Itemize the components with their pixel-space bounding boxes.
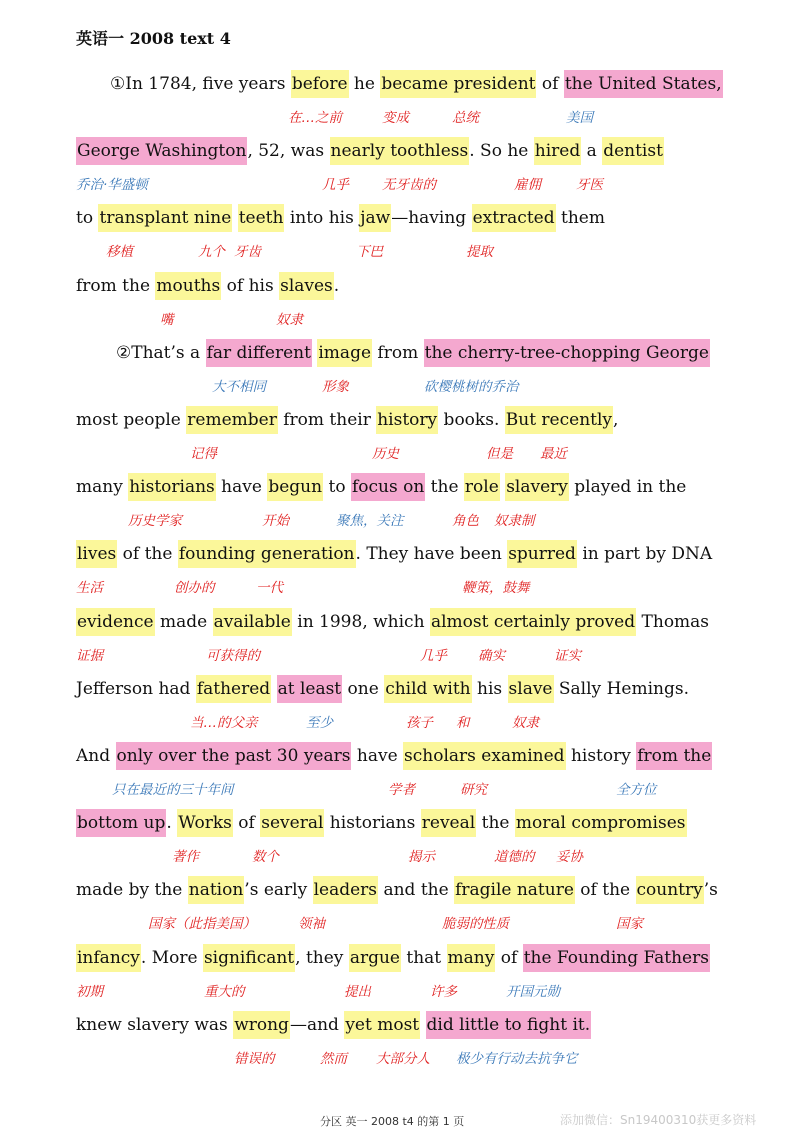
translation-annotation: 在…之前: [288, 110, 342, 126]
text-segment: that: [400, 947, 447, 968]
highlighted-phrase: mouths: [155, 272, 221, 300]
highlighted-phrase: image: [317, 339, 372, 367]
translation-annotation: 但是: [486, 446, 513, 462]
text-segment: of: [232, 813, 261, 834]
translation-annotation: 重大的: [204, 983, 245, 1000]
highlighted-phrase: several: [260, 809, 324, 837]
translation-annotation: 领袖: [298, 916, 325, 933]
highlighted-phrase: scholars examined: [403, 742, 566, 770]
highlighted-phrase: jaw: [359, 204, 391, 232]
highlighted-phrase: But recently: [505, 406, 613, 434]
text-line: [76, 275, 339, 297]
text-line: [76, 140, 664, 162]
text-segment: Thomas: [636, 611, 710, 632]
translation-annotation: 道德的: [494, 849, 535, 866]
highlighted-phrase: child with: [384, 675, 471, 703]
text-segment: he: [348, 74, 381, 94]
highlighted-key-phrase: did little to fight it.: [426, 1011, 592, 1039]
text-segment: from their: [277, 410, 377, 430]
highlighted-phrase: before: [291, 70, 349, 98]
highlighted-phrase: history: [376, 406, 438, 434]
highlighted-key-phrase: the United States,: [564, 70, 723, 98]
text-line: [76, 947, 710, 969]
text-line: [76, 879, 718, 901]
highlighted-phrase: dentist: [602, 137, 664, 165]
translation-annotation: 错误的: [234, 1050, 275, 1067]
translation-annotation: 许多: [430, 983, 457, 1000]
highlighted-phrase: country: [636, 876, 704, 904]
highlighted-phrase: slavery: [505, 473, 569, 501]
translation-annotation: 至少: [306, 714, 333, 731]
translation-annotation: 只在最近的三十年间: [112, 782, 234, 798]
translation-annotation: 雇佣: [514, 177, 541, 194]
text-segment: And: [76, 746, 116, 766]
translation-annotation: 创办的: [174, 580, 215, 597]
translation-annotation: 孩子: [406, 714, 433, 731]
highlighted-phrase: fragile nature: [454, 876, 575, 904]
text-segment: of: [536, 74, 564, 94]
translation-annotation: 全方位: [616, 782, 657, 798]
text-segment: ’s: [703, 880, 718, 901]
translation-annotation: 性质: [482, 916, 509, 933]
highlighted-phrase: evidence: [76, 608, 155, 636]
highlighted-phrase: slave: [508, 675, 554, 703]
text-line: [76, 476, 686, 498]
text-segment: , they: [295, 947, 349, 968]
translation-annotation: 历史: [372, 446, 399, 462]
highlighted-phrase: historians: [128, 473, 216, 501]
translation-annotation: 生活: [76, 580, 103, 597]
highlighted-phrase: argue: [349, 944, 401, 972]
text-segment: [232, 208, 237, 228]
highlighted-phrase: moral compromises: [515, 809, 687, 837]
text-line: [76, 611, 709, 633]
text-segment: have: [351, 746, 404, 766]
highlighted-phrase: lives: [76, 540, 117, 568]
page-footer: 分区 英一 2008 t4 的第 1 页: [320, 1115, 465, 1128]
highlighted-key-phrase: only over the past 30 years: [116, 742, 352, 770]
text-segment: Sally Hemings.: [553, 678, 689, 699]
translation-annotation: 研究: [460, 782, 487, 798]
highlighted-phrase: significant: [203, 944, 295, 972]
text-segment: of the: [117, 544, 178, 565]
highlighted-phrase: extracted: [472, 204, 556, 232]
highlighted-phrase: many: [447, 944, 496, 972]
highlighted-key-phrase: focus on: [351, 473, 425, 501]
translation-annotation: 总统: [452, 110, 479, 126]
highlighted-key-phrase: the cherry-tree-chopping George: [424, 339, 710, 367]
text-segment: to: [323, 477, 351, 498]
text-segment: many: [76, 477, 129, 498]
text-segment: in 1998, which: [291, 611, 430, 632]
translation-annotation: 大部分人: [376, 1050, 430, 1067]
translation-annotation: 无牙齿的: [382, 177, 436, 194]
translation-annotation: 历史学家: [128, 513, 182, 530]
document-title: 英语一 2008 text 4: [76, 29, 231, 48]
text-segment: and the: [378, 880, 455, 901]
highlighted-key-phrase: George Washington: [76, 137, 247, 165]
translation-annotation: 证实: [554, 647, 581, 664]
text-segment: played in the: [568, 477, 687, 498]
translation-annotation: 牙齿: [234, 244, 261, 261]
text-line: [116, 342, 710, 364]
highlighted-phrase: slaves: [279, 272, 334, 300]
text-segment: from the: [76, 275, 156, 296]
text-segment: . So he: [469, 141, 534, 162]
translation-annotation: 开国元勋: [506, 983, 560, 1000]
highlighted-phrase: begun: [267, 473, 323, 501]
text-segment: history: [565, 746, 637, 766]
translation-annotation: 学者: [388, 782, 415, 798]
text-segment: .: [333, 275, 340, 296]
text-segment: —and: [289, 1014, 345, 1035]
text-segment: from: [372, 342, 424, 363]
translation-annotation: 砍樱桃树的乔治: [424, 378, 519, 395]
translation-annotation: 著作: [172, 849, 199, 866]
text-segment: historians: [324, 813, 421, 834]
highlighted-phrase: nearly toothless: [330, 137, 470, 165]
translation-annotation: 当…的父亲: [190, 714, 258, 731]
text-segment: into his: [284, 208, 360, 229]
text-line: [76, 543, 712, 565]
highlighted-phrase: almost certainly proved: [430, 608, 636, 636]
text-segment: of his: [221, 275, 280, 296]
translation-annotation: 初期: [76, 983, 103, 1000]
highlighted-key-phrase: from the: [636, 742, 712, 770]
text-segment: most people: [76, 410, 187, 430]
highlighted-key-phrase: bottom up: [76, 809, 166, 837]
text-segment: the: [425, 477, 464, 498]
translation-annotation: 一代: [256, 580, 283, 597]
highlighted-phrase: became president: [380, 70, 536, 98]
translation-annotation: 提出: [344, 983, 371, 1000]
highlighted-phrase: yet most: [344, 1011, 420, 1039]
translation-annotation: 脆弱的: [442, 916, 483, 933]
text-segment: a: [581, 141, 603, 162]
text-segment: , 52, was: [247, 141, 330, 162]
text-segment: [271, 679, 276, 699]
text-segment: them: [555, 208, 605, 229]
text-segment: ①In 1784, five years: [110, 74, 291, 94]
highlighted-key-phrase: far different: [206, 339, 312, 367]
text-segment: —having: [391, 208, 472, 229]
text-segment: Jefferson had: [76, 678, 196, 699]
highlighted-phrase: leaders: [313, 876, 378, 904]
highlighted-phrase: fathered: [196, 675, 271, 703]
text-segment: .: [166, 813, 178, 834]
translation-annotation: 美国: [566, 110, 593, 126]
text-segment: ’s early: [244, 880, 313, 901]
highlighted-phrase: wrong: [233, 1011, 290, 1039]
translation-annotation: 国家: [616, 916, 643, 933]
translation-annotation: 几乎: [322, 177, 349, 194]
translation-annotation: 国家（此指美国）: [148, 916, 256, 933]
text-segment: to: [76, 208, 99, 229]
highlighted-phrase: remember: [186, 406, 278, 434]
text-segment: of the: [574, 880, 636, 901]
highlighted-phrase: teeth: [238, 204, 285, 232]
highlighted-key-phrase: the Founding Fathers: [523, 944, 710, 972]
text-segment: ②That’s a: [116, 342, 206, 363]
translation-annotation: 提取: [466, 244, 493, 261]
highlighted-phrase: transplant nine: [98, 204, 232, 232]
translation-annotation: 乔治·华盛顿: [76, 177, 148, 194]
text-line: [76, 1014, 591, 1036]
text-segment: one: [342, 678, 385, 699]
translation-annotation: 大不相同: [212, 378, 266, 395]
translation-annotation: 证据: [76, 647, 103, 664]
text-segment: have: [215, 477, 268, 498]
translation-annotation: 牙医: [576, 177, 603, 194]
translation-annotation: 形象: [322, 378, 349, 395]
translation-annotation: 可获得的: [206, 647, 260, 664]
text-segment: . They have been: [355, 544, 508, 565]
highlighted-phrase: role: [464, 473, 500, 501]
text-segment: made by the: [76, 880, 188, 901]
translation-annotation: 确实: [478, 647, 505, 664]
watermark: 添加微信：Sn19400310获更多资料: [560, 1113, 757, 1127]
text-segment: knew slavery was: [76, 1014, 234, 1035]
translation-annotation: 极少有行动去抗争它: [456, 1050, 578, 1067]
text-line: [76, 678, 689, 700]
text-line: [76, 409, 618, 431]
highlighted-key-phrase: at least: [277, 675, 343, 703]
highlighted-phrase: infancy: [76, 944, 141, 972]
text-segment: made: [154, 611, 213, 632]
translation-annotation: 然而: [320, 1050, 347, 1067]
translation-annotation: 妥协: [556, 849, 583, 866]
translation-annotation: 揭示: [408, 849, 435, 866]
translation-annotation: 鞭策，鼓舞: [462, 580, 530, 597]
highlighted-phrase: available: [213, 608, 292, 636]
highlighted-phrase: spurred: [507, 540, 577, 568]
translation-annotation: 奴隶制: [494, 513, 535, 530]
text-line: [76, 207, 605, 229]
translation-annotation: 九个: [198, 244, 225, 261]
translation-annotation: 角色: [452, 513, 479, 530]
text-line: [76, 812, 687, 834]
translation-annotation: 开始: [262, 513, 289, 530]
text-segment: [420, 1015, 425, 1035]
translation-annotation: 记得: [190, 446, 217, 462]
translation-annotation: 变成: [382, 110, 409, 126]
translation-annotation: 和: [456, 714, 470, 731]
text-segment: the: [476, 813, 515, 834]
translation-annotation: 聚焦，关注: [336, 513, 404, 530]
translation-annotation: 下巴: [356, 244, 383, 261]
text-segment: of: [495, 947, 523, 968]
highlighted-phrase: nation: [188, 876, 245, 904]
highlighted-phrase: founding generation: [178, 540, 356, 568]
translation-annotation: 移植: [106, 244, 133, 261]
highlighted-phrase: reveal: [421, 809, 476, 837]
text-segment: ,: [613, 410, 619, 430]
translation-annotation: 几乎: [420, 647, 447, 664]
translation-annotation: 数个: [252, 849, 279, 866]
translation-annotation: 嘴: [160, 311, 174, 328]
text-segment: his: [471, 678, 508, 699]
text-segment: . More: [140, 947, 203, 968]
translation-annotation: 奴隶: [512, 714, 539, 731]
translation-annotation: 最近: [540, 446, 567, 462]
text-segment: books.: [438, 410, 505, 430]
text-line: [76, 745, 712, 767]
highlighted-phrase: hired: [534, 137, 581, 165]
text-line: [110, 73, 723, 95]
highlighted-phrase: Works: [177, 809, 233, 837]
text-segment: in part by DNA: [576, 544, 713, 565]
translation-annotation: 奴隶: [276, 311, 303, 328]
